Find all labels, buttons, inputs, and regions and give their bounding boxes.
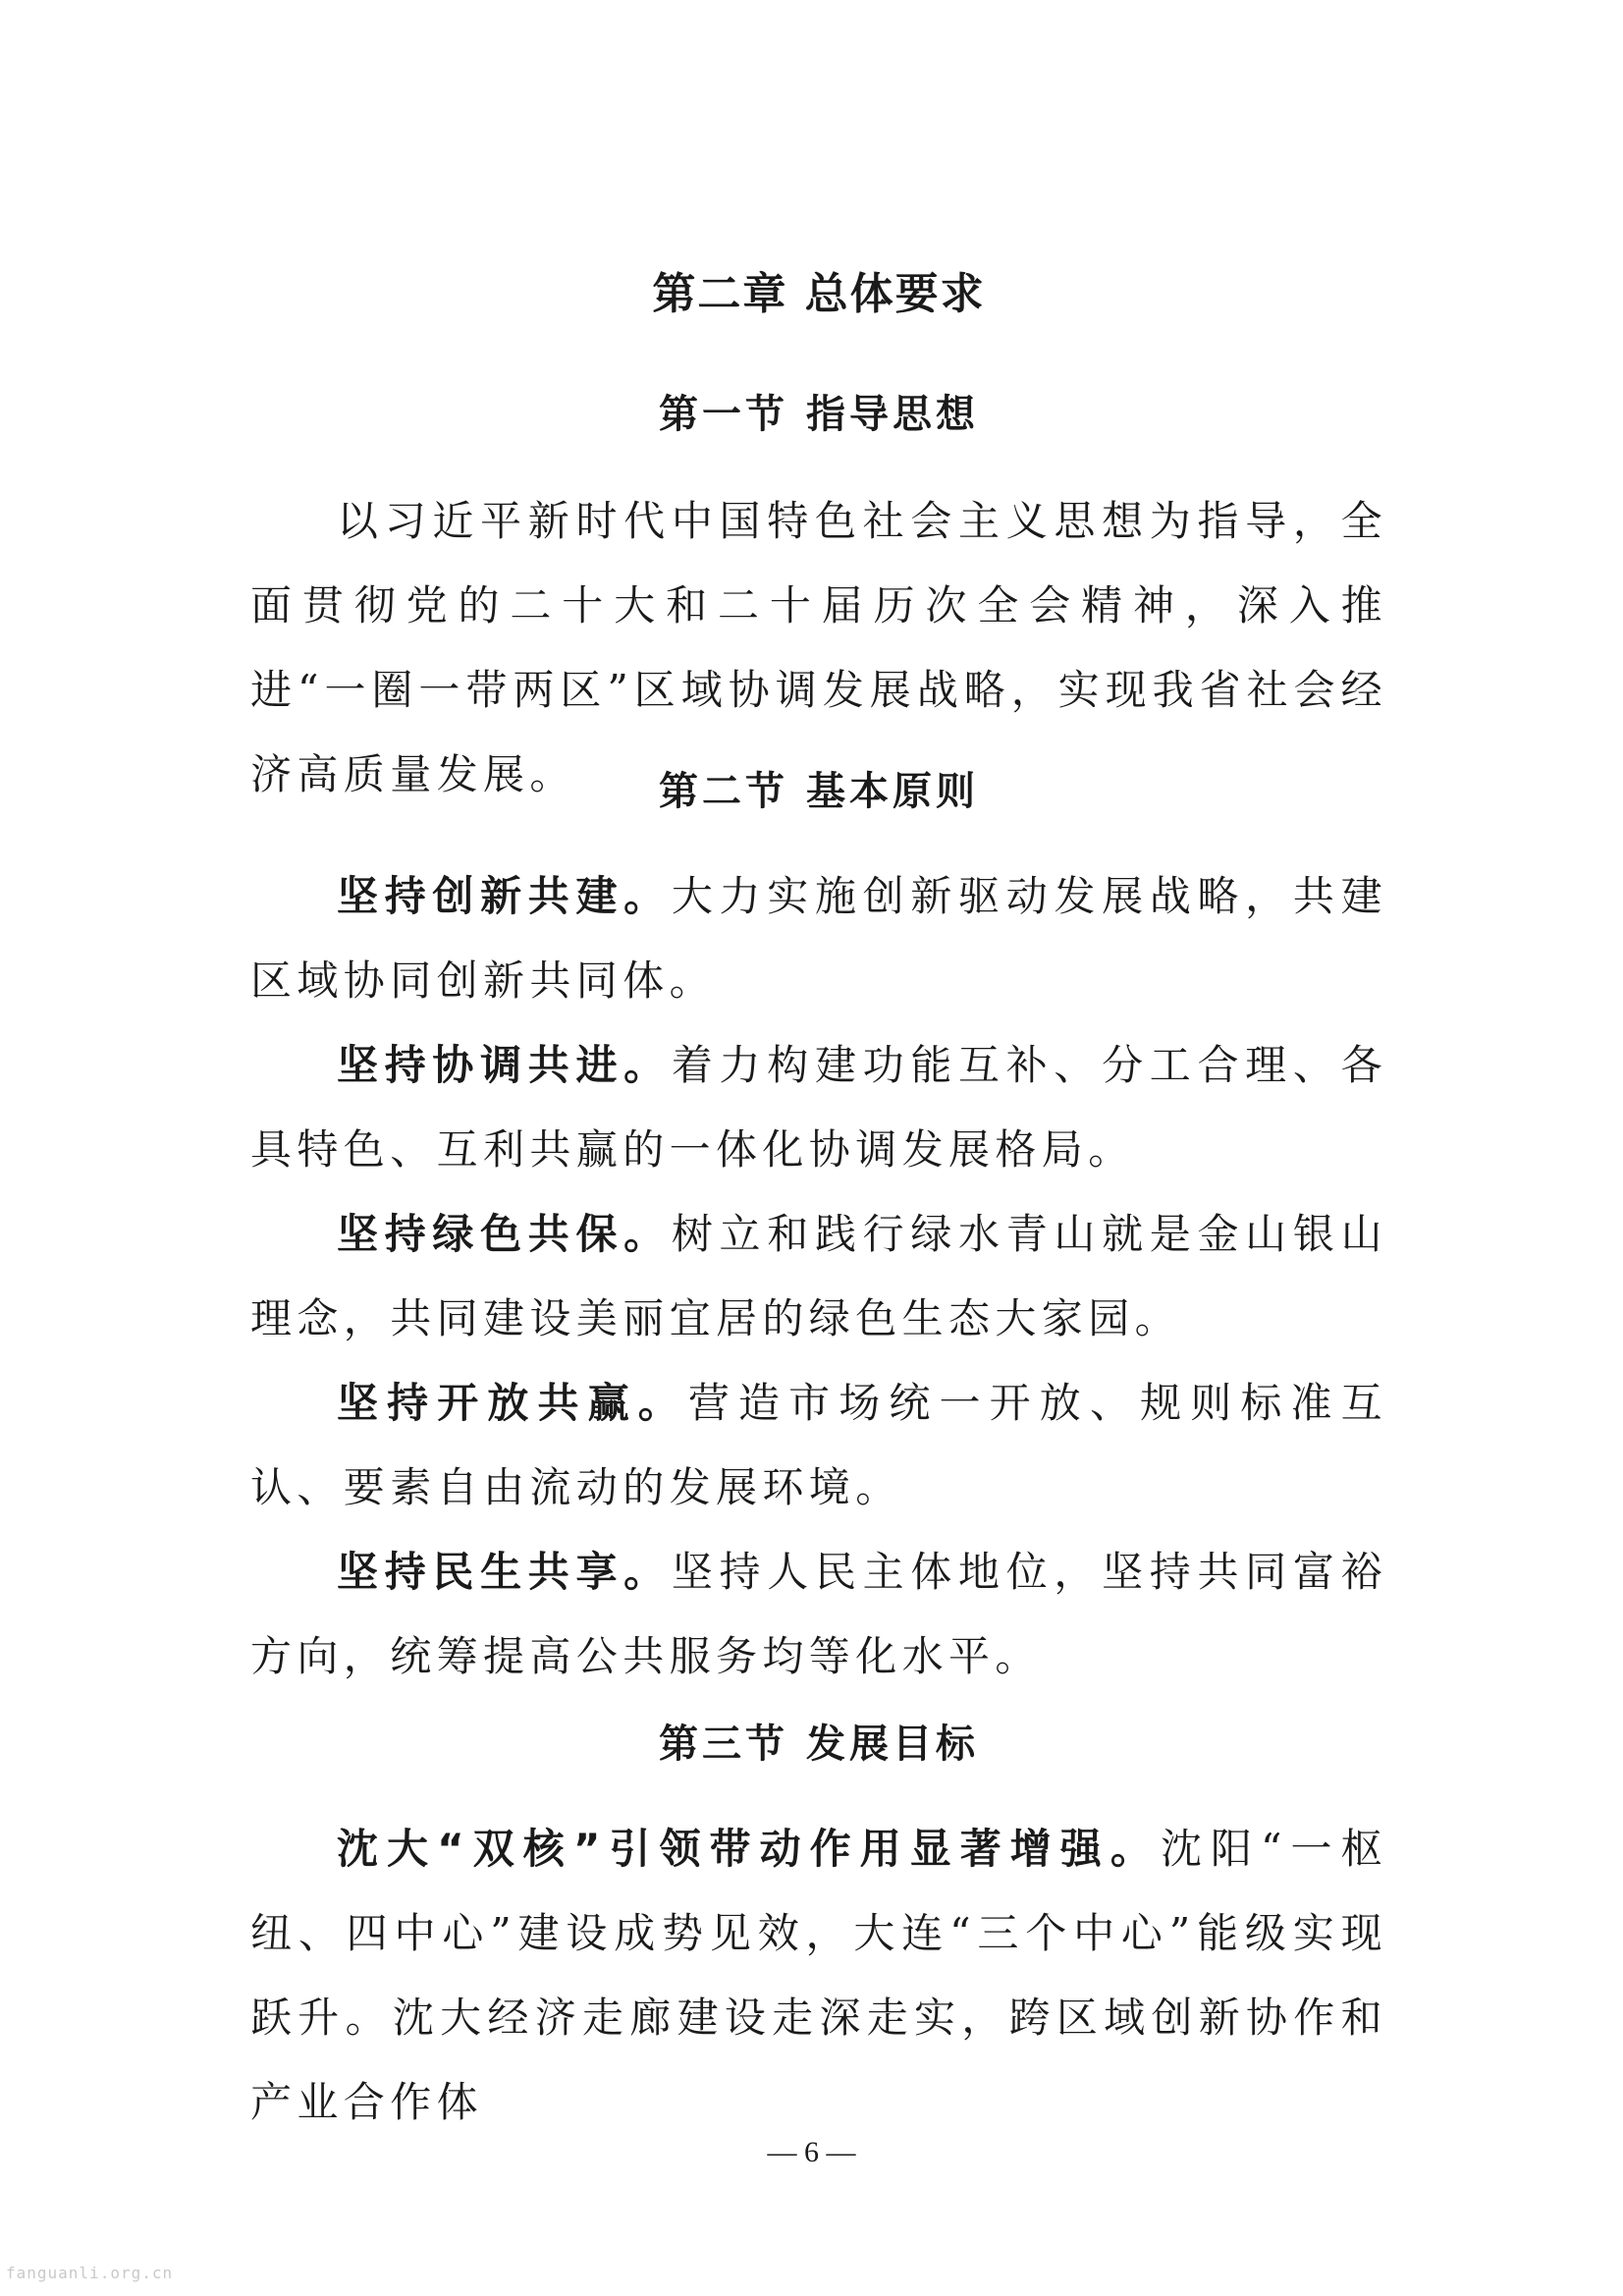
- section-title-guiding-ideology: 第一节 指导思想: [659, 391, 979, 437]
- paragraph-goal-dual-core: [250, 1807, 1387, 2145]
- paragraph-lead: 坚持绿色共保。: [337, 1210, 672, 1258]
- paragraph-lead: 坚持协调共进。: [337, 1041, 672, 1089]
- paragraph-principle-sharing: [250, 1530, 1387, 1699]
- paragraph-text: 以习近平新时代中国特色社会主义思想为指导，全面贯彻党的二十大和二十届历次全会精神，深入推进“一圈一带两区”区域协调发展战略，实现我省社会经济高质量发展。: [250, 497, 1387, 798]
- paragraph-text: 大力实施创新驱动发展战略，共建区域协同创新共同体。: [250, 872, 1387, 1005]
- paragraph-principle-openness: [250, 1361, 1387, 1530]
- site-watermark: fanguanli.org.cn: [6, 2264, 174, 2282]
- paragraph-principle-green: [250, 1192, 1387, 1361]
- paragraph-lead: 坚持民生共享。: [337, 1548, 672, 1596]
- section-title-basic-principles: 第二节 基本原则: [659, 768, 979, 814]
- paragraph-text: 树立和践行绿水青山就是金山银山理念，共同建设美丽宜居的绿色生态大家园。: [250, 1210, 1387, 1342]
- paragraph-text: 沈阳“一枢纽、四中心”建设成势见效，大连“三个中心”能级实现跃升。沈大经济走廊建设走深走实，跨区域创新协作和产业合作体: [250, 1825, 1387, 2126]
- paragraph-text: 坚持人民主体地位，坚持共同富裕方向，统筹提高公共服务均等化水平。: [250, 1548, 1387, 1680]
- paragraph-lead: 坚持创新共建。: [337, 872, 672, 920]
- paragraph-lead: 沈大“双核”引领带动作用显著增强。: [337, 1825, 1161, 1873]
- page-number: — 6 —: [767, 2136, 856, 2168]
- paragraph-text: 着力构建功能互补、分工合理、各具特色、互利共赢的一体化协调发展格局。: [250, 1041, 1387, 1174]
- paragraph-text: 营造市场统一开放、规则标准互认、要素自由流动的发展环境。: [250, 1379, 1387, 1511]
- section-title-development-goals: 第三节 发展目标: [659, 1721, 979, 1767]
- paragraph-principle-coordination: [250, 1023, 1387, 1192]
- chapter-title: 第二章 总体要求: [652, 269, 986, 319]
- paragraph-principle-innovation: [250, 854, 1387, 1023]
- paragraph-lead: 坚持开放共赢。: [337, 1379, 688, 1427]
